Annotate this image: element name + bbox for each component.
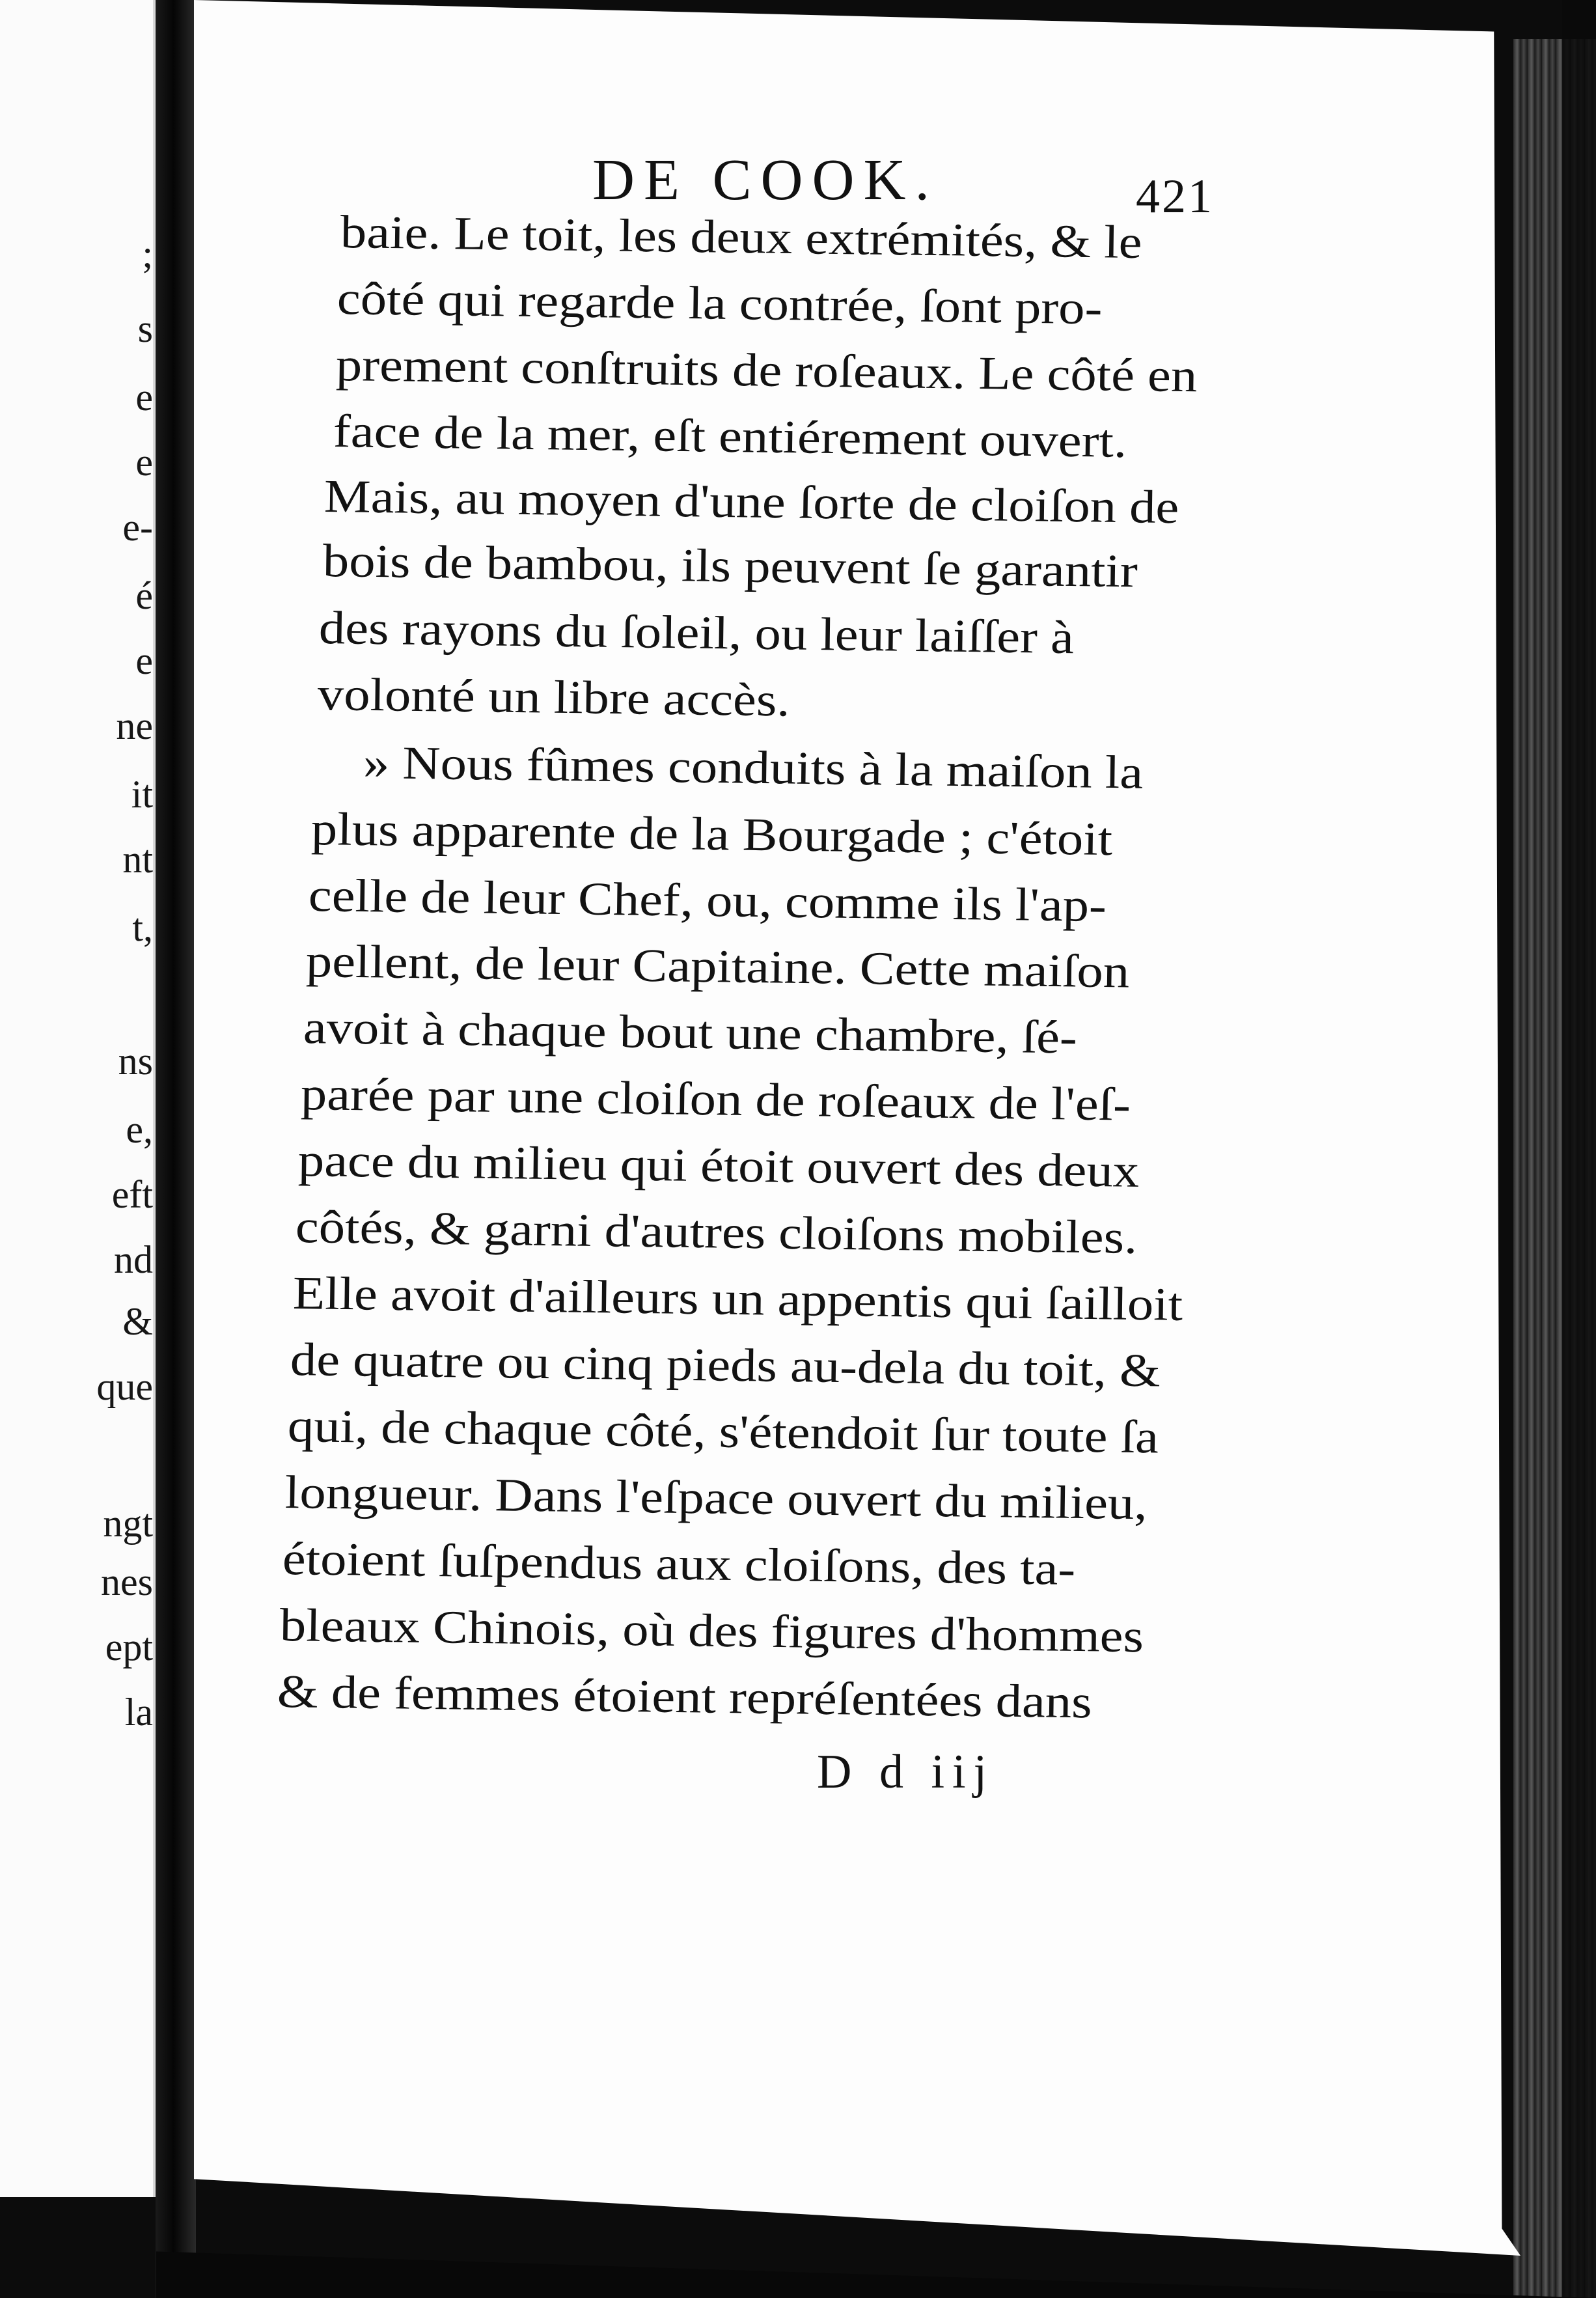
- text-line: bois de bambou, ils peuvent ſe garantir: [322, 534, 1138, 598]
- left-line-ending: e,: [126, 1108, 153, 1151]
- text-line: volonté un libre accès.: [317, 668, 790, 727]
- left-line-ending: ne: [116, 704, 153, 747]
- text-line: qui, de chaque côté, s'étendoit ſur toute ſa: [287, 1400, 1159, 1463]
- left-line-ending: nes: [101, 1560, 153, 1603]
- book-gutter-shadow: [156, 0, 196, 2298]
- left-line-ending: e: [135, 639, 153, 682]
- left-line-ending: e: [135, 441, 153, 484]
- text-line: & de femmes étoient repréſentées dans: [277, 1665, 1093, 1728]
- left-line-ending: ngt: [103, 1502, 153, 1545]
- text-line: baie. Le toit, les deux extrémités, & le: [340, 206, 1143, 269]
- text-line: parée par une cloiſon de roſeaux de l'eſ-: [300, 1068, 1131, 1131]
- previous-page-fragment: [0, 0, 156, 2197]
- left-line-ending: ept: [105, 1626, 153, 1668]
- left-line-ending: s: [137, 307, 153, 350]
- running-head: DE COOK.: [592, 148, 939, 212]
- text-line: prement conſtruits de roſeaux. Le côté en: [335, 339, 1198, 402]
- left-line-ending: nd: [114, 1238, 153, 1281]
- left-line-ending: nt: [122, 838, 153, 881]
- text-line: pellent, de leur Capitaine. Cette maiſon: [305, 935, 1130, 998]
- text-line: » Nous fûmes conduits à la maiſon la: [363, 736, 1144, 799]
- left-line-ending: que: [96, 1365, 153, 1408]
- text-line: de quatre ou cinq pieds au-dela du toit, &: [290, 1333, 1161, 1397]
- left-line-ending: la: [124, 1691, 153, 1734]
- left-line-ending: e: [135, 376, 153, 419]
- left-line-ending: eft: [111, 1173, 153, 1216]
- signature-mark: D d iij: [817, 1745, 995, 1799]
- left-line-ending: it: [131, 773, 153, 816]
- text-line: longueur. Dans l'eſpace ouvert du milieu,: [284, 1466, 1148, 1530]
- text-line: côtés, & garni d'autres cloiſons mobiles.: [295, 1200, 1138, 1264]
- text-line: Elle avoit d'ailleurs un appentis qui ſailloit: [292, 1267, 1183, 1331]
- text-line: pace du milieu qui étoit ouvert des deux: [297, 1134, 1140, 1197]
- left-line-ending: ;: [142, 232, 153, 275]
- text-line: bleaux Chinois, où des figures d'hommes: [279, 1599, 1144, 1663]
- right-edge-shadow: [1562, 0, 1596, 2298]
- left-line-ending: ns: [118, 1040, 153, 1083]
- text-line: côté qui regarde la contrée, ſont pro-: [337, 272, 1103, 335]
- left-line-ending: é: [135, 574, 153, 617]
- text-line: celle de leur Chef, ou, comme ils l'ap-: [308, 869, 1107, 932]
- left-line-ending: e-: [122, 506, 153, 549]
- text-line: avoit à chaque bout une chambre, ſé-: [303, 1001, 1078, 1064]
- text-line: étoient ſuſpendus aux cloiſons, des ta-: [282, 1532, 1076, 1595]
- text-line: Mais, au moyen d'une ſorte de cloiſon de: [323, 470, 1179, 534]
- left-line-ending: t,: [132, 906, 153, 949]
- text-line: des rayons du ſoleil, ou leur laiſſer à: [318, 602, 1075, 664]
- main-page: [194, 0, 1520, 2256]
- page-number: 421: [1136, 170, 1214, 223]
- text-line: face de la mer, eſt entiérement ouvert.: [333, 405, 1127, 467]
- text-line: plus apparente de la Bourgade ; c'étoit: [310, 803, 1113, 866]
- left-line-ending: &: [122, 1300, 153, 1343]
